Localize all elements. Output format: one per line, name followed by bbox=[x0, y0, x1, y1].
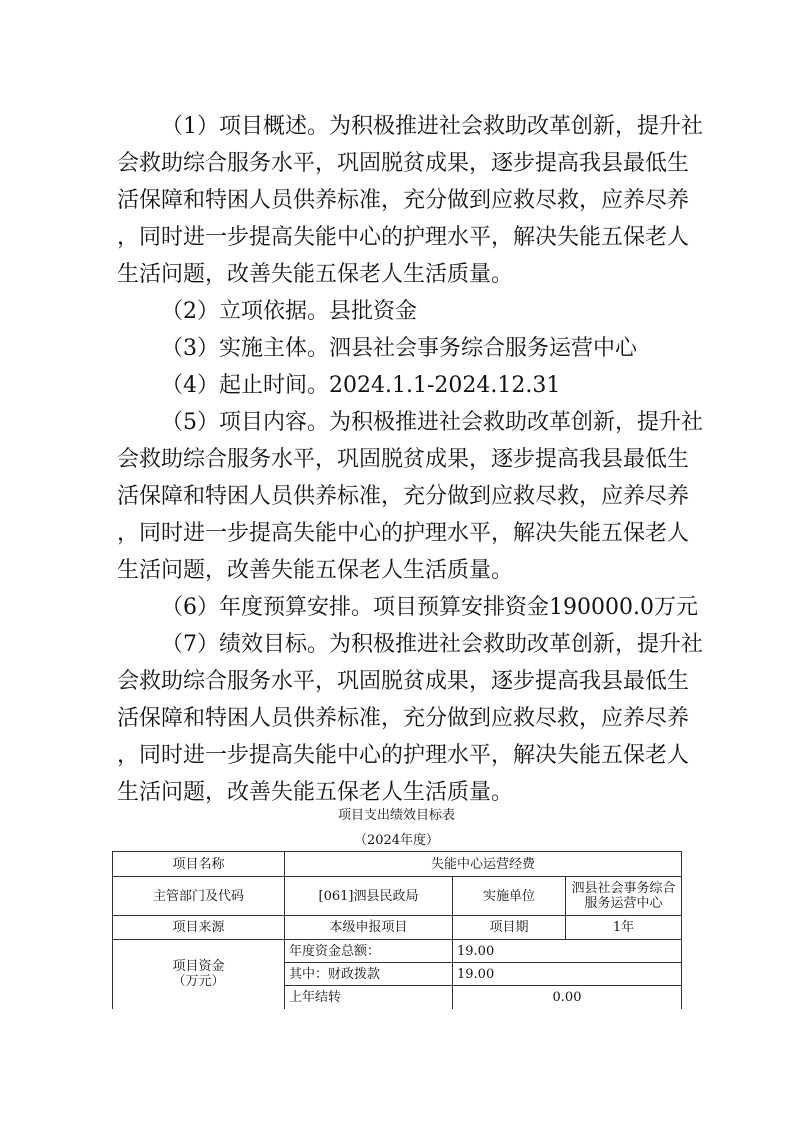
text-line: （3）实施主体。泗县社会事务综合服务运营中心 bbox=[161, 336, 637, 361]
dept-label: 主管部门及代码 bbox=[113, 877, 285, 916]
table-row bbox=[113, 852, 682, 877]
table-row bbox=[113, 877, 682, 916]
para-basis bbox=[117, 293, 677, 330]
term-value: 1年 bbox=[566, 916, 682, 940]
performance-target-table bbox=[112, 851, 682, 1009]
text-line: 活保障和特困人员供养标准，充分做到应救尽救，应养尽养 bbox=[117, 706, 690, 731]
impl-value-line1: 泗县社会事务综合 bbox=[571, 881, 676, 896]
text-line: （4）起止时间。2024.1.1-2024.12.31 bbox=[161, 373, 561, 398]
text-line: 生活问题，改善失能五保老人生活质量。 bbox=[117, 558, 514, 583]
project-name-value: 失能中心运营经费 bbox=[285, 852, 682, 877]
text-line: 活保障和特困人员供养标准，充分做到应救尽救，应养尽养 bbox=[117, 188, 690, 213]
para-budget bbox=[117, 589, 698, 626]
term-label: 项目期 bbox=[453, 916, 566, 940]
text-line: ，同时进一步提高失能中心的护理水平，解决失能五保老人 bbox=[117, 743, 690, 768]
text-line: （7）绩效目标。为积极推进社会救助改革创新，提升社 bbox=[161, 632, 703, 657]
text-line: （6）年度预算安排。项目预算安排资金190000.0万元 bbox=[161, 595, 698, 620]
funds-item-value: 0.00 bbox=[453, 986, 682, 1009]
funds-label-line1: 项目资金 bbox=[172, 959, 225, 975]
funds-label-line2: （万元） bbox=[172, 974, 225, 990]
text-line: （5）项目内容。为积极推进社会救助改革创新，提升社 bbox=[161, 410, 703, 435]
source-label: 项目来源 bbox=[113, 916, 285, 940]
text-line: 会救助综合服务水平，巩固脱贫成果，逐步提高我县最低生 bbox=[117, 151, 690, 176]
impl-label: 实施单位 bbox=[453, 877, 566, 916]
text-line: （1）项目概述。为积极推进社会救助改革创新，提升社 bbox=[161, 114, 703, 139]
impl-value-line2: 服务运营中心 bbox=[584, 896, 663, 911]
text-line: 活保障和特困人员供养标准，充分做到应救尽救，应养尽养 bbox=[117, 484, 690, 509]
funds-label bbox=[113, 940, 285, 1009]
funds-item-value: 19.00 bbox=[453, 963, 682, 986]
text-line: 生活问题，改善失能五保老人生活质量。 bbox=[117, 262, 514, 287]
para-overview bbox=[117, 108, 703, 293]
text-line: ，同时进一步提高失能中心的护理水平，解决失能五保老人 bbox=[117, 225, 690, 250]
funds-item-label: 其中：财政拨款 bbox=[285, 963, 453, 986]
para-implementer bbox=[117, 330, 677, 367]
funds-item-value: 19.00 bbox=[453, 940, 682, 963]
funds-item-label: 上年结转 bbox=[285, 986, 453, 1009]
table-title: 项目支出绩效目标表 bbox=[337, 808, 455, 823]
text-line: 生活问题，改善失能五保老人生活质量。 bbox=[117, 780, 514, 805]
text-line: （2）立项依据。县批资金 bbox=[161, 299, 417, 324]
source-value: 本级申报项目 bbox=[285, 916, 453, 940]
table-row bbox=[113, 940, 682, 963]
dept-value: [061]泗县民政局 bbox=[285, 877, 453, 916]
project-name-label: 项目名称 bbox=[113, 852, 285, 877]
table-subtitle: （2024年度） bbox=[353, 833, 440, 848]
text-line: 会救助综合服务水平，巩固脱贫成果，逐步提高我县最低生 bbox=[117, 669, 690, 694]
text-line: 会救助综合服务水平，巩固脱贫成果，逐步提高我县最低生 bbox=[117, 447, 690, 472]
funds-item-label: 年度资金总额： bbox=[285, 940, 453, 963]
para-content bbox=[117, 404, 703, 589]
text-line: ，同时进一步提高失能中心的护理水平，解决失能五保老人 bbox=[117, 521, 690, 546]
impl-value bbox=[566, 877, 682, 916]
para-period bbox=[117, 367, 677, 404]
table-row bbox=[113, 916, 682, 940]
para-goal bbox=[117, 626, 703, 811]
